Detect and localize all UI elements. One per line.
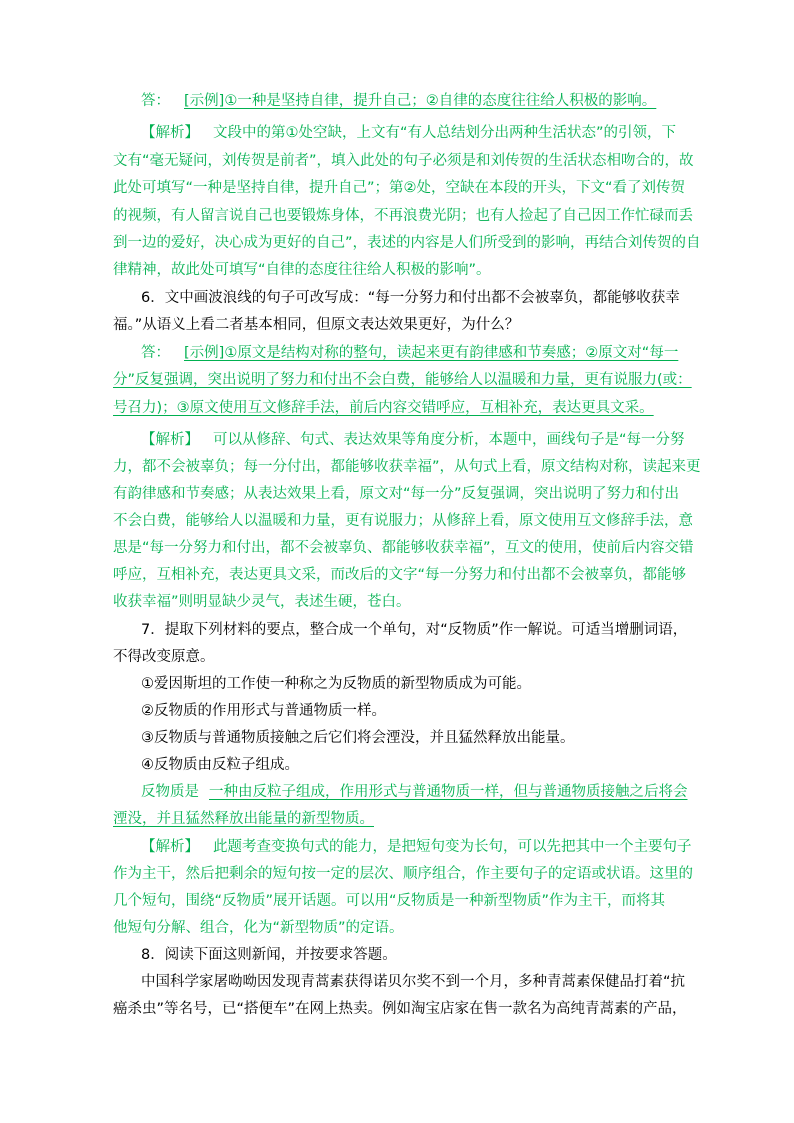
answer-label: 答：: [141, 93, 170, 109]
q6-question-line-2: 福。”从语义上看二者基本相同，但原文表达效果更好，为什么？: [113, 317, 520, 333]
q7-analysis-line-3: 几个短句，围绕“反物质”展开话题。可以用“反物质是一种新型物质”作为主干，而将其: [113, 893, 666, 909]
q7-material-4: ④反物质由反粒子组成。: [141, 757, 299, 773]
q7-question-line-2: 不得改变原意。: [113, 649, 215, 665]
q5-analysis-line-3: 此处可填写“一种是坚持自律，提升自己”；第②处，空缺在本段的开头，下文“看了刘传贺: [113, 180, 686, 196]
analysis-label: 【解析】: [141, 432, 199, 448]
q6-analysis-line-4: 不会白费，能够给人以温暖和力量，更有说服力；从修辞上看，原文使用互文修辞手法，意: [113, 513, 693, 529]
answer-label: 答：: [141, 345, 170, 361]
q6-answer-line-2: 分”反复强调，突出说明了努力和付出不会白费，能够给人以温暖和力量，更有说服力(或：: [113, 372, 692, 388]
q5-answer-text: [示例]①一种是坚持自律，提升自己；②自律的态度往往给人积极的影响。: [184, 93, 657, 109]
q5-analysis-line-5: 到一边的爱好，决心成为更好的自己”，表述的内容是人们所受到的影响，再结合刘传贺的自: [113, 235, 701, 251]
q7-material-3: ③反物质与普通物质接触之后它们将会湮没，并且猛然释放出能量。: [141, 730, 575, 746]
q5-analysis-line-2: 文有“毫无疑问，刘传贺是前者”，填入此处的句子必须是和刘传贺的生活状态相吻合的，故: [113, 153, 694, 169]
q6-answer-line-3: 号召力)；③原文使用互文修辞手法，前后内容交错呼应，互相补充，表达更具文采。: [113, 400, 654, 416]
answer-prefix: 反物质是: [141, 784, 199, 800]
q6-analysis-line-2: 力，都不会被辜负；每一分付出，都能够收获幸福”，从句式上看，原文结构对称，读起来更: [113, 459, 701, 475]
q6-analysis-line-6: 呼应，互相补充，表达更具文采，而改后的文字“每一分努力和付出都不会被辜负，都能够: [113, 567, 687, 583]
q5-analysis-line-1: 【解析】 文段中的第①处空缺，上文有“有人总结划分出两种生活状态”的引领，下: [141, 125, 677, 141]
q8-question: 8．阅读下面这则新闻，并按要求答题。: [141, 947, 397, 963]
q6-analysis-line-5: 思是“每一分努力和付出，都不会被辜负、都能够收获幸福”，互文的使用，使前后内容交错: [113, 540, 694, 556]
q6-answer-line-1: 答： [示例]①原文是结构对称的整句，读起来更有韵律感和节奏感；②原文对“每一: [141, 345, 679, 361]
q7-material-2: ②反物质的作用形式与普通物质一样。: [141, 703, 386, 719]
analysis-label: 【解析】: [141, 125, 199, 141]
q5-analysis-line-4: 的视频，有人留言说自己也要锻炼身体，不再浪费光阴；也有人捡起了自己因工作忙碌而丢: [113, 208, 693, 224]
q6-analysis-line-7: 收获幸福”则明显缺少灵气，表述生硬，苍白。: [113, 594, 411, 610]
q5-analysis-line-6: 律精神，故此处可填写“自律的态度往往给人积极的影响”。: [113, 262, 491, 278]
q7-analysis-line-2: 作为主干，然后把剩余的短句按一定的层次、顺序组合，作主要句子的定语或状语。这里的: [113, 866, 693, 882]
q6-analysis-line-3: 有韵律感和节奏感；从表达效果上看，原文对“每一分”反复强调，突出说明了努力和付出: [113, 486, 680, 502]
q7-answer-line-2: 湮没，并且猛然释放出能量的新型物质。: [113, 811, 374, 827]
q7-question-line-1: 7．提取下列材料的要点，整合成一个单句，对“反物质”作一解说。可适当增删词语，: [141, 622, 688, 638]
q7-analysis-line-1: 【解析】 此题考查变换句式的能力，是把短句变为长句，可以先把其中一个主要句子: [141, 839, 692, 855]
q7-answer-line-1: 反物质是 一种由反粒子组成，作用形式与普通物质一样，但与普通物质接触之后将会: [141, 784, 688, 800]
q8-body-line-2: 癌杀虫”等名号，已“搭便车”在网上热卖。例如淘宝店家在售一款名为高纯青蒿素的产品，: [113, 1001, 687, 1017]
q8-body-line-1: 中国科学家屠呦呦因发现青蒿素获得诺贝尔奖不到一个月，多种青蒿素保健品打着“抗: [141, 974, 686, 990]
q7-material-1: ①爱因斯坦的工作使一种称之为反物质的新型物质成为可能。: [141, 676, 531, 692]
q6-analysis-line-1: 【解析】 可以从修辞、句式、表达效果等角度分析，本题中，画线句子是“每一分努: [141, 432, 685, 448]
q6-question-line-1: 6．文中画波浪线的句子可改写成：“每一分努力和付出都不会被辜负，都能够收获幸: [141, 290, 680, 306]
q5-answer: [141, 91, 670, 111]
q7-analysis-line-4: 他短句分解、组合，化为“新型物质”的定语。: [113, 920, 404, 936]
analysis-label: 【解析】: [141, 839, 199, 855]
